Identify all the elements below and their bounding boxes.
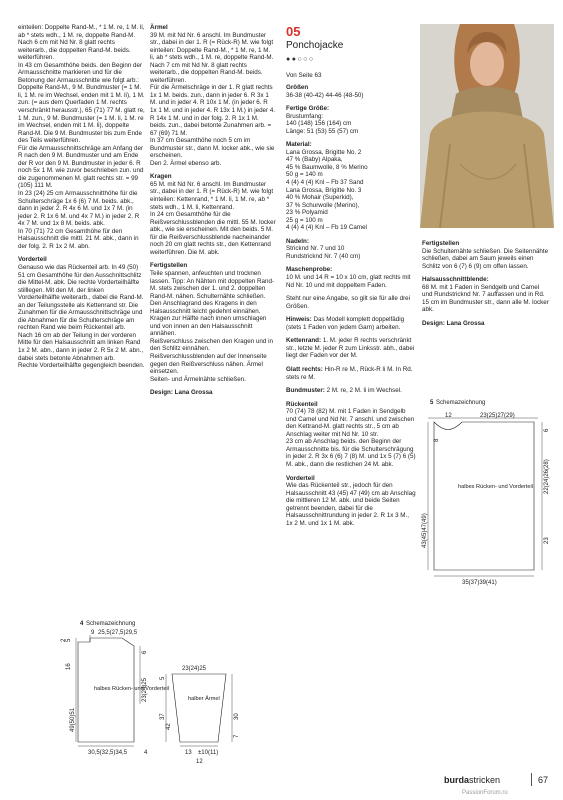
paragraph: 68 M. mit 1 Faden in Sendgelb und Camel und Rundstricknd Nr. 7 auffassen und in Rd. 15 cm im Bundmuster str., dann alle M. locker abk. [422, 283, 549, 314]
diagram4-number: 4 [80, 621, 84, 627]
definition-term: Bundmuster: [286, 387, 325, 395]
section-heading: Halsausschnittblende: [422, 276, 489, 284]
paragraph: Brustumfang: [286, 112, 324, 120]
diagram4-left-2: 2 [61, 638, 67, 642]
model-photo [420, 24, 554, 228]
paragraph: Steht nur eine Angabe, so gilt sie für alle drei Größen. [286, 295, 411, 310]
paragraph: Länge: 51 (53) 55 (57) cm [286, 127, 359, 135]
brand-bold: burda [444, 775, 470, 785]
model-illustration [420, 24, 554, 228]
paragraph: In 70 (71) 72 cm Gesamthöhe für den Halsausschnitt die mittl. 21 M. abk., dann in der folg. 2. R 1x 2 M. abn. [18, 227, 139, 250]
definition-term: Glatt rechts: [286, 365, 323, 373]
diagram4-sleeve-5: 5 [160, 676, 166, 680]
diagram4-sleeve-42: 42 [166, 723, 172, 730]
schematic-5-svg [418, 398, 558, 588]
diagram4-sleeve-label: halber Ärmel [188, 696, 220, 702]
paragraph: 4 (4) 4 (4) Knl – Fb 37 Sand [286, 179, 364, 187]
definition-text: Hin-R re M., Rück-R li M. In Rd. stets re M. [286, 365, 413, 381]
diagram4-sleeve-7: 7 [234, 734, 240, 738]
definition-term: Hinweis: [286, 316, 312, 324]
diagram5-top-12: 12 [445, 413, 452, 419]
diagram5-heading: Schemazeichnung [436, 400, 486, 406]
paragraph: In 43 cm Gesamthöhe beids. den Beginn der Armausschnitte markieren und für die Betonung der Armausschnitte wie folgt arb.: Doppelte Rand-M., 9 M. Bundmuster (= 1 M. li, 1 M. re im Wechsel, enden mit 1 M. li), 1 M. zun. (= aus dem Querfaden 1 M. rechts verschränkt herausstr.), 65 (71) 77 M. glatt re, 1 M. zun., 9 M. Bundmuster (= 1 M. li, 1 M. re im Wechsel, enden mit 1 M. li), doppelte Rand-M. Die 9 M. Bundmuster bis zum Ende des Teils weiterführen. [18, 61, 145, 145]
paragraph: 10 M. und 14 R = 10 x 10 cm, glatt rechts mit Nd Nr. 10 und mit doppeltem Faden. [286, 274, 411, 289]
paragraph: 37 % Schurwolle (Merino), [286, 201, 360, 209]
diagram5-right-arm: 22(24)26(28) [544, 459, 550, 494]
diagram4-bottom: 30,5(32,5)34,5 [88, 750, 128, 756]
diagram4-sleeve-30: 30 [234, 713, 240, 720]
paragraph: 65 M. mit Nd Nr. 6 anschl. Im Bundmuster str., dabei in der 1. R (= Rück-R) M. wie folgt einteilen: Kettenrand, * 1 M. li, 1 M. re, ab * stets wdh., 1 M. li, Kettenrand. [150, 180, 274, 211]
diagram5-number: 5 [430, 400, 434, 406]
diagram5-left-total: 43(45)47(49) [422, 513, 428, 548]
schematic-4-svg [18, 620, 278, 770]
section-heading: Fertigstellen [150, 262, 188, 270]
diagram4-sleeve-top: 23(24)25 [182, 666, 207, 672]
paragraph: Rundstricknd Nr. 7 (40 cm) [286, 252, 361, 260]
section-heading: Fertige Größe: [286, 105, 330, 113]
paragraph: In 24 cm Gesamthöhe für die Reißverschlussblenden die mittl. 55 M. locker abk., wie sie erscheinen. Mit den beids. 5 M. für die Reißverschlussblende nacheinander noch 20 cm glatt rechts str., den Kettenrand weiterführen. Die M. abk. [150, 211, 276, 256]
definition-term: Kettenrand: [286, 337, 322, 345]
paragraph: Nach 16 cm ab der Teilung in der vorderen Mitte für den Halsausschnitt am linken Rand 1x 2 M. abn., dann in jeder 2. R 5x 2 M. abn., dabei stets betonte Abnahmen arb. [18, 331, 144, 362]
diagram4-top: 9 [91, 630, 95, 636]
diagram4-sleeve-bottom: ±10(11) [198, 750, 219, 756]
paragraph: In 23 (24) 25 cm Armausschnitthöhe für die Schulterschräge 1x 6 (6) 7 M. beids. abk., dann in jeder 2. R 4x 6 M. und 1x 7 M. (in jeder 2. R 1x 6 M. und 4x 7 M.) in jeder 2. R 4x 7 M. und 1x 8 M. beids. abk. [18, 190, 140, 228]
paragraph: In 37 cm Gesamthöhe noch 5 cm im Bundmuster str., dann M. locker abk., wie sie erscheinen. [150, 137, 275, 160]
text-column-4 [422, 240, 550, 327]
paragraph: Für die Armausschnittschräge am Anfang der R nach den 9 M. Bundmuster und am Ende der R vor den 9 M. Bundmuster in jeder 6. R noch 5x 1 M. wie zuvor beschrieben zun. und die zugenommenen M. glatt rechts str. = 99 (105) 111 M. [18, 144, 144, 190]
sleeve-outline [172, 674, 226, 742]
text-column-3 [286, 84, 416, 527]
diagram4-sleeve-37: 37 [160, 713, 166, 720]
diagram5-right-23: 23 [544, 537, 550, 544]
paragraph: 23 cm ab Anschlag beids. den Beginn der Armausschnitte bis. für die Schulterschrägung in jeder 2. R 3x 6 (6) 7 (8) M. und 1x 5 (7) 6 (5) M. abk., dann die restlichen 24 M. abk. [286, 438, 416, 468]
paragraph: 39 M. mit Nd Nr. 6 anschl. Im Bundmuster str., dabei in der 1. R (= Rück-R) M. wie folgt einteilen: Doppelte Rand-M., * 1 M. re, 1 M. li, ab * stets wdh., 1 M. re, doppelte Rand-M. [150, 31, 274, 62]
brand-rest: stricken [469, 775, 501, 785]
footer-brand [444, 775, 500, 785]
text-column-2 [150, 24, 276, 397]
diagram5-left-8: 8 [434, 438, 440, 442]
section-heading: Maschenprobe: [286, 266, 333, 274]
diagram4-bottom-4: 4 [144, 750, 148, 756]
paragraph: 70 (74) 78 (82) M. mit 1 Faden in Sendgelb und Camel und Nd Nr. 7 anschl. und zwischen den Kettrand-M. glatt rechts str., 5 cm ab Anschlag weiter mit Nd Nr. 10 str. [286, 408, 415, 438]
paragraph: 140 (148) 156 (164) cm [286, 120, 352, 128]
design-credit: Design: Lana Grossa [150, 389, 213, 397]
section-heading: Nadeln: [286, 237, 309, 245]
section-heading: Vorderteil [286, 474, 315, 482]
pattern-number: 05 [286, 24, 301, 39]
definition [286, 387, 416, 395]
definition-text: 2 M. re, 2 M. li im Wechsel. [324, 387, 402, 395]
paragraph: Lana Grossa, Brigitte No. 3 [286, 186, 362, 194]
design-credit: Design: Lana Grossa [422, 319, 485, 327]
paragraph: 40 % Mohair (Superkid), [286, 194, 354, 202]
diagram4-shoulder: 25,5(27,5)29,5 [98, 630, 138, 636]
paragraph: Die Schulternähte schließen. Die Seitennähte schließen, dabei am Saum jeweils einen Schlitz von 6 (7) 6 (9) cm offen lassen. [422, 247, 549, 270]
section-heading: Rückenteil [286, 400, 318, 408]
section-heading: Kragen [150, 173, 172, 181]
definition-text: 1. M. jeder R rechts verschränkt str., letzte M. jeder R zum Linksstr. abh., dabei liegt der Faden vor der M. [286, 337, 415, 360]
section-heading: Fertigstellen [422, 240, 460, 247]
definition-text: Das Modell komplett doppelfädig (stets 1 Faden von jedem Garn) arbeiten. [286, 316, 405, 331]
paragraph: Wie das Rückenteil str., jedoch für den Halsausschnitt 43 (45) 47 (49) cm ab Anschlag die mittleren 12 M. abk. und beide Seiten getrennt beenden, dabei für die Halsausschnittrundung in jeder 2. R 1x 3 M., 1x 2 M. und 1x 1 M. abk. [286, 482, 416, 527]
schematic-4 [18, 620, 278, 770]
diagram5-bottom: 35(37)39(41) [462, 580, 497, 586]
paragraph: Seiten- und Ärmelnähte schließen. [150, 375, 246, 383]
paragraph: Stricknd Nr. 7 und 10 [286, 245, 345, 253]
paragraph: 23 % Polyamid [286, 209, 328, 217]
diagram4-sleeve-12: 12 [196, 759, 203, 765]
paragraph: Reißverschluss zwischen den Kragen und in den Schlitz einnähen. Reißverschlussblenden auf der Innenseite gegen den Reißverschluss nähen. Ärmel einsetzen. [150, 337, 273, 376]
definition [286, 366, 416, 381]
difficulty-dots: ●●○○○ [286, 56, 315, 63]
diagram5-label: halbes Rücken- und Vorderteil [458, 484, 533, 490]
paragraph: einteilen: Doppelte Rand-M., * 1 M. re, 1 M. li, ab * stets wdh., 1 M. re, doppelte Rand-M. [18, 24, 145, 39]
diagram4-right-arm: 23(24)25 [142, 677, 148, 702]
paragraph: 47 % (Baby) Alpaka, [286, 156, 343, 164]
watermark: PassionForum.ru [462, 790, 508, 796]
pattern-title: Ponchojacke [286, 40, 344, 51]
paragraph: Nach 7 cm mit Nd Nr. 8 glatt rechts weiterarb., die doppelten Rand-M. beids. weiterführen. [150, 61, 263, 84]
section-heading: Ärmel [150, 24, 168, 31]
paragraph: Genauso wie das Rückenteil arb. In 49 (50) 51 cm Gesamthöhe für den Ausschnittschlitz die Mittel-M. abk. Die rechte Vorderteilhälfte stilllegen. Mit den M. der linken Vorderteilhälfte weiterarb., dabei die Rand-M. an der Teilungsstelle als Kettenrand str. Die Zunahmen für die Armausschnittschräge und die Abnahmen für die Schulterschräge am rechten Rand wie beim Rückenteil arb. [18, 263, 144, 332]
diagram4-label: halbes Rücken- und Vorderteil [94, 686, 169, 692]
diagram4-sleeve-13: 13 [185, 750, 192, 756]
paragraph: 4 (4) 4 (4) Knl – Fb 19 Camel [286, 224, 367, 232]
paragraph: 25 g = 100 m [286, 216, 323, 224]
paragraph: Lana Grossa, Brigitte No. 2 [286, 148, 362, 156]
definition [286, 337, 416, 360]
section-heading: Vorderteil [18, 256, 47, 264]
paragraph: 50 g = 140 m [286, 171, 323, 179]
footer-divider [531, 773, 532, 786]
text-column-1 [18, 24, 145, 370]
diagram5-right-6: 6 [544, 428, 550, 432]
schematic-5 [418, 398, 558, 588]
definition [286, 316, 416, 331]
paragraph: Für die Ärmelschräge in der 1. R glatt rechts 1x 1 M. beids. zun., dann in jeder 6. R 3x 1 M. und in jeder 4. R 10x 1 M. (in jeder 6. R 1x 1 M. und in jeder 4. R 13x 1 M.) in jeder 4. R 14x 1 M. und in der folg. 2. R 1x 1 M. beids. zun., dabei betonte Zunahmen arb. = 67 (69) 71 M. [150, 84, 276, 137]
diagram4-left-16: 16 [66, 663, 72, 670]
diagram4-heading: Schemazeichnung [86, 621, 136, 627]
page-reference: Von Seite 63 [286, 72, 322, 79]
paragraph: 45 % Baumwolle, 8 % Merino [286, 163, 368, 171]
section-heading: Material: [286, 141, 312, 149]
paragraph: Teile spannen, anfeuchten und trocknen lassen. Tipp: An Nähten mit doppelten Rand-M. stets zwischen der 1. und 2. doppelten Rand-M. nähen. Schulternähte schließen. Den Anschlagrand des Kragens in den Halsausschnitt leicht gedehnt einnähen. Kragen zur Hälfte nach innen umschlagen und von innen an den Halsausschnitt annähen. [150, 269, 275, 338]
diagram4-left-total: 49(50)51 [70, 707, 76, 732]
diagram5-top-shoulder: 23(25)27(29) [480, 413, 515, 419]
page-number: 67 [538, 775, 549, 785]
diagram4-left-5: 5 [66, 638, 72, 642]
diagram4-right-6: 6 [142, 650, 148, 654]
paragraph: Rechte Vorderteilhälfte gegengleich beenden. [18, 362, 145, 370]
paragraph: 36-38 (40-42) 44-46 (48-50) [286, 91, 364, 99]
poncho-outline [434, 422, 534, 570]
paragraph: Nach 6 cm mit Nd Nr. 8 glatt rechts weiterarb., die doppelten Rand-M. beids. weiterführen. [18, 39, 131, 62]
section-heading: Größen [286, 84, 309, 91]
paragraph: Den 2. Ärmel ebenso arb. [150, 159, 222, 167]
